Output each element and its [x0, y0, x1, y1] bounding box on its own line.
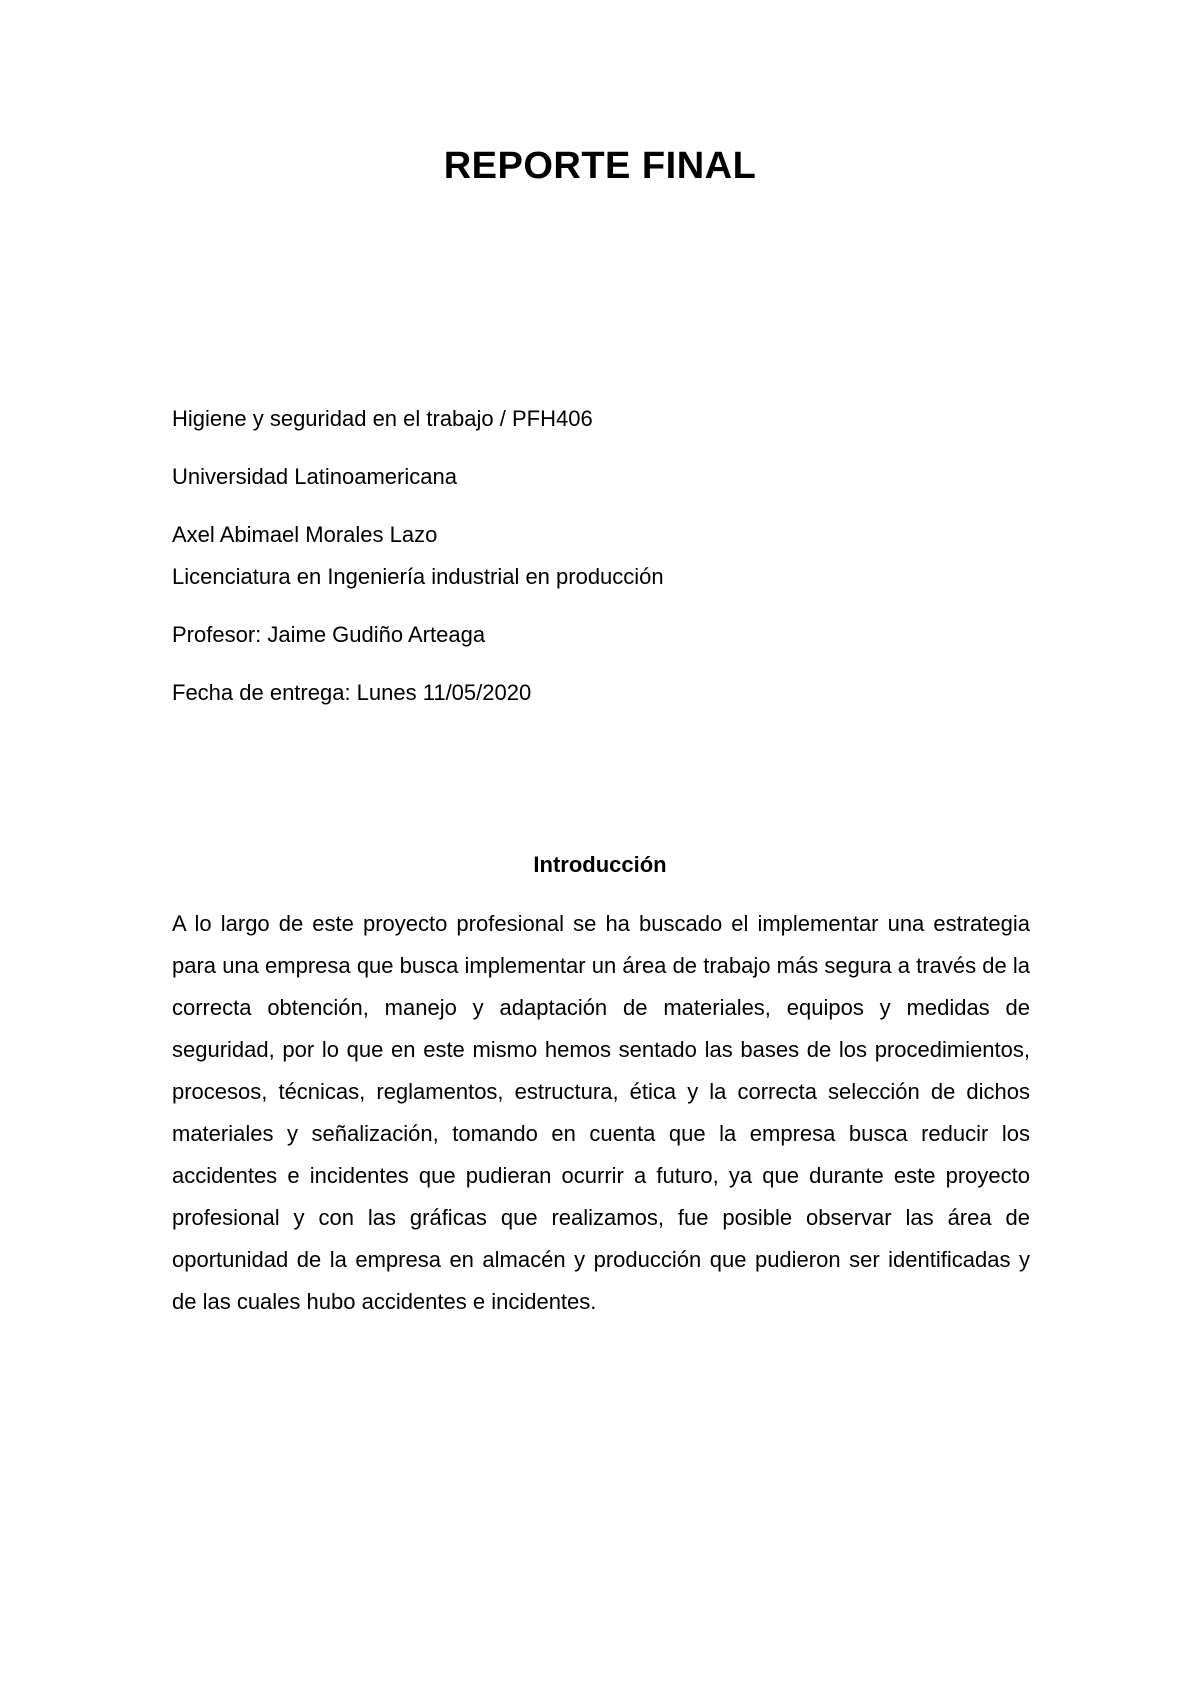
document-title: REPORTE FINAL [443, 145, 757, 187]
student-name: Axel Abimael Morales Lazo [172, 522, 438, 547]
degree-name: Licenciatura en Ingeniería industrial en producción [172, 564, 664, 589]
professor-name: Profesor: Jaime Gudiño Arteaga [172, 622, 486, 647]
cover-info [172, 398, 1072, 714]
course-name: Higiene y seguridad en el trabajo / PFH406 [172, 406, 593, 431]
university-name: Universidad Latinoamericana [172, 464, 457, 489]
due-date: Fecha de entrega: Lunes 11/05/2020 [172, 680, 532, 705]
introduction-heading: Introducción [533, 852, 667, 877]
introduction-paragraph: A lo largo de este proyecto profesional se ha buscado el implementar una estrategia para una empresa que busca implementar un área de trabajo más segura a través de la correcta obtención, manejo y adaptación de materiales, equipos y medidas de seguridad, por lo que en este mismo hemos sentado las bases de los procedimientos, procesos, técnicas, reglamentos, estructura, ética y la correcta selección de dichos materiales y señalización, tomando en cuenta que la empresa busca reducir los accidentes e incidentes que pudieran ocurrir a futuro, ya que durante este proyecto profesional y con las gráficas que realizamos, fue posible observar las área de oportunidad de la empresa en almacén y producción que pudieron ser identificadas y de las cuales hubo accidentes e incidentes. [172, 911, 1030, 1314]
